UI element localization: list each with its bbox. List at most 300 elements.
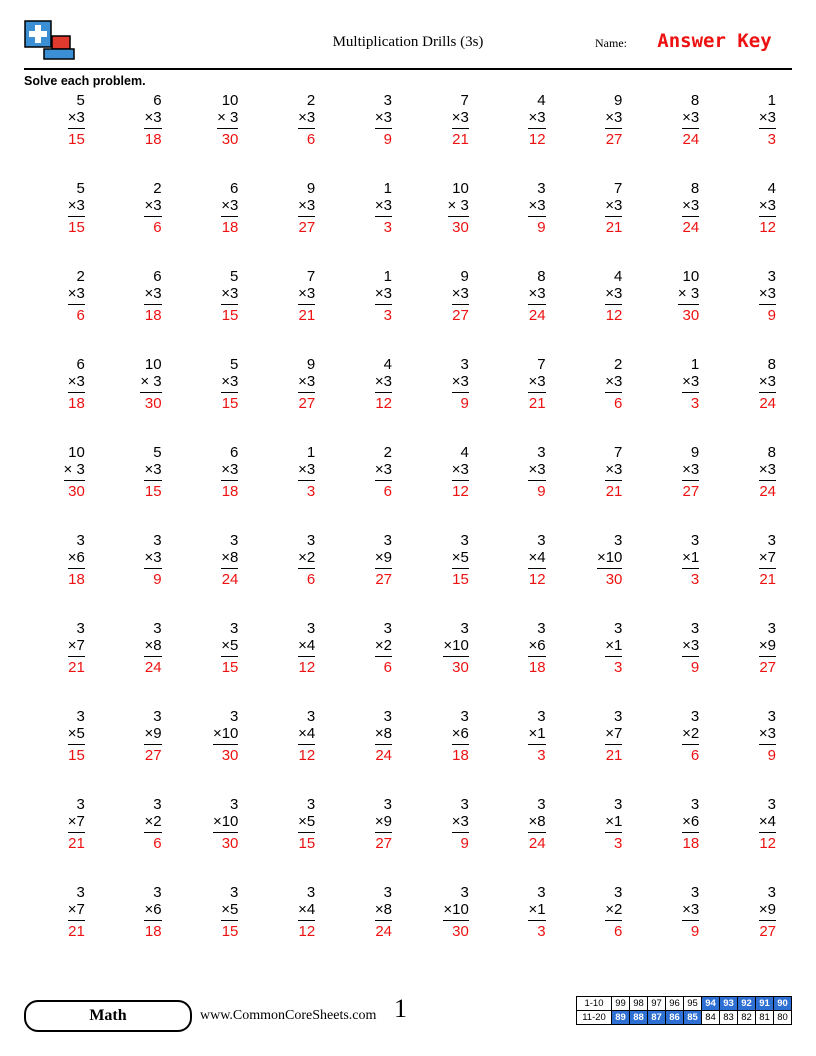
problem-answer: 21 [605, 483, 623, 500]
problem-answer: 9 [767, 307, 776, 324]
problem-operand-top: 3 [383, 884, 392, 901]
problem-operand-bottom: ×3 [682, 373, 699, 393]
problem-operand-top: 8 [690, 92, 700, 109]
problem-operand-top: 3 [76, 532, 85, 549]
problem-answer: 24 [375, 747, 392, 764]
problem-cell [408, 884, 485, 972]
problem-cell [101, 444, 178, 532]
problem-operand-top: 9 [306, 180, 316, 197]
problem-answer: 15 [298, 835, 316, 852]
problem-cell [408, 444, 485, 532]
problem-cell [24, 796, 101, 884]
problem-cell [331, 92, 408, 180]
problem-operand-bottom: ×7 [68, 813, 85, 833]
problem-answer: 9 [537, 219, 546, 236]
problem-cell [178, 620, 255, 708]
problem-cell [254, 796, 331, 884]
problem-answer: 24 [759, 395, 776, 412]
problem-answer: 30 [605, 571, 623, 588]
problem-operand-top: 6 [230, 180, 239, 197]
problem-operand-bottom: ×3 [452, 813, 469, 833]
problem-operand-top: 4 [614, 268, 623, 285]
problem-operand-bottom: ×5 [298, 813, 315, 833]
problem-answer: 27 [759, 923, 776, 940]
problem-cell [331, 620, 408, 708]
problem-answer: 15 [68, 131, 85, 148]
problem-operand-top: 3 [460, 884, 469, 901]
problem-operand-top: 3 [460, 356, 469, 373]
problem-cell [24, 92, 101, 180]
problem-answer: 21 [528, 395, 546, 412]
problem-answer: 18 [221, 219, 239, 236]
score-cell: 90 [774, 997, 792, 1011]
problem-cell [408, 708, 485, 796]
problem-cell [178, 796, 255, 884]
score-cell: 83 [720, 1011, 738, 1025]
problem-cell [485, 796, 562, 884]
problem-operand-top: 2 [153, 180, 162, 197]
problem-operand-top: 3 [76, 708, 85, 725]
score-cell: 87 [648, 1011, 666, 1025]
problem-operand-bottom: ×9 [759, 901, 776, 921]
problem-operand-bottom: ×6 [68, 549, 85, 569]
problem-answer: 27 [375, 571, 392, 588]
problem-operand-bottom: ×10 [597, 549, 622, 569]
problem-cell [638, 180, 715, 268]
problem-cell [178, 532, 255, 620]
problem-operand-bottom: ×3 [528, 197, 545, 217]
problem-cell [24, 444, 101, 532]
problem-cell [485, 180, 562, 268]
problem-operand-top: 3 [537, 620, 546, 637]
problem-cell [254, 180, 331, 268]
problem-operand-bottom: ×3 [375, 285, 392, 305]
problem-operand-bottom: ×8 [528, 813, 545, 833]
problem-cell [638, 92, 715, 180]
problem-cell [562, 796, 639, 884]
problem-operand-bottom: ×3 [605, 461, 622, 481]
problem-operand-top: 3 [76, 884, 85, 901]
problem-answer: 15 [221, 923, 239, 940]
problem-cell [331, 180, 408, 268]
problem-operand-top: 3 [690, 796, 700, 813]
problem-operand-top: 3 [383, 92, 392, 109]
problem-cell [562, 708, 639, 796]
problem-operand-top: 6 [153, 92, 162, 109]
problem-operand-top: 3 [230, 708, 239, 725]
score-range-label: 11-20 [577, 1011, 612, 1025]
problem-answer: 12 [759, 835, 776, 852]
problem-cell [178, 708, 255, 796]
problem-operand-top: 3 [76, 620, 85, 637]
problem-cell [254, 532, 331, 620]
problem-answer: 18 [682, 835, 700, 852]
problem-cell [562, 444, 639, 532]
problem-operand-top: 3 [690, 532, 700, 549]
problem-operand-top: 8 [767, 356, 776, 373]
problem-operand-top: 3 [614, 708, 623, 725]
problem-operand-top: 10 [68, 444, 85, 461]
problem-cell [101, 620, 178, 708]
problem-operand-bottom: ×3 [298, 285, 315, 305]
problem-cell [101, 532, 178, 620]
problem-answer: 15 [221, 307, 239, 324]
problem-answer: 9 [767, 747, 776, 764]
problem-operand-top: 3 [537, 884, 546, 901]
problem-cell [24, 356, 101, 444]
problem-answer: 27 [298, 219, 316, 236]
page-title: Multiplication Drills (3s) [332, 34, 484, 50]
problem-operand-top: 3 [230, 532, 239, 549]
problem-operand-top: 3 [383, 708, 392, 725]
problem-answer: 18 [221, 483, 239, 500]
problem-operand-top: 7 [614, 180, 623, 197]
problem-operand-bottom: ×1 [682, 549, 699, 569]
problem-operand-bottom: ×7 [759, 549, 776, 569]
problem-operand-top: 1 [767, 92, 776, 109]
problem-operand-bottom: ×1 [528, 725, 545, 745]
problem-operand-top: 6 [76, 356, 85, 373]
problem-operand-bottom: ×4 [298, 725, 315, 745]
subject-badge: Math [24, 1000, 192, 1032]
problem-cell [715, 620, 792, 708]
problem-operand-bottom: ×3 [452, 285, 469, 305]
score-cell: 98 [630, 997, 648, 1011]
problem-answer: 15 [68, 219, 85, 236]
problem-operand-top: 3 [153, 796, 162, 813]
problem-operand-top: 3 [690, 884, 700, 901]
problem-answer: 30 [452, 219, 469, 236]
problem-operand-top: 3 [614, 532, 623, 549]
problem-operand-bottom: ×8 [221, 549, 238, 569]
problem-operand-bottom: ×3 [759, 461, 776, 481]
problem-operand-bottom: ×3 [682, 461, 699, 481]
problem-answer: 21 [68, 659, 85, 676]
problem-answer: 9 [383, 131, 392, 148]
problem-operand-top: 3 [383, 532, 392, 549]
problem-cell [562, 620, 639, 708]
problem-answer: 12 [605, 307, 623, 324]
problem-answer: 9 [460, 835, 469, 852]
problem-operand-bottom: ×3 [68, 285, 85, 305]
problem-cell [331, 444, 408, 532]
problem-answer: 12 [298, 923, 316, 940]
problem-operand-top: 2 [76, 268, 85, 285]
problem-operand-top: 7 [306, 268, 316, 285]
problem-answer: 9 [537, 483, 546, 500]
problem-operand-top: 3 [306, 620, 316, 637]
problem-answer: 24 [221, 571, 239, 588]
problem-operand-top: 3 [230, 796, 239, 813]
problem-operand-bottom: ×3 [605, 109, 622, 129]
problem-operand-top: 6 [153, 268, 162, 285]
problem-operand-top: 4 [537, 92, 546, 109]
name-area [595, 30, 792, 52]
instructions-text: Solve each problem. [24, 74, 146, 88]
problem-answer: 18 [144, 131, 162, 148]
problem-answer: 3 [690, 571, 700, 588]
score-cell: 93 [720, 997, 738, 1011]
problem-operand-bottom: ×3 [682, 109, 699, 129]
problem-answer: 3 [306, 483, 316, 500]
score-cell: 85 [684, 1011, 702, 1025]
problem-answer: 21 [452, 131, 469, 148]
problem-operand-bottom: ×3 [759, 285, 776, 305]
problem-operand-bottom: ×6 [528, 637, 545, 657]
problem-operand-top: 3 [460, 532, 469, 549]
problem-answer: 12 [528, 571, 546, 588]
problem-answer: 6 [383, 659, 392, 676]
problem-cell [485, 532, 562, 620]
problem-operand-bottom: ×3 [375, 373, 392, 393]
problem-cell [178, 356, 255, 444]
problem-operand-top: 7 [460, 92, 469, 109]
problem-operand-top: 3 [537, 180, 546, 197]
score-cell: 99 [612, 997, 630, 1011]
problem-operand-bottom: ×10 [213, 725, 238, 745]
problem-cell [408, 532, 485, 620]
problem-operand-top: 3 [306, 796, 316, 813]
problem-operand-top: 1 [690, 356, 700, 373]
problem-answer: 9 [690, 659, 700, 676]
problem-operand-bottom: ×1 [605, 813, 622, 833]
problem-operand-bottom: ×3 [528, 461, 545, 481]
problem-operand-bottom: ×9 [759, 637, 776, 657]
problem-answer: 18 [68, 571, 85, 588]
problem-answer: 24 [682, 219, 700, 236]
website-url: www.CommonCoreSheets.com [200, 1008, 377, 1023]
problem-cell [562, 268, 639, 356]
problem-operand-bottom: ×4 [759, 813, 776, 833]
problem-operand-bottom: ×3 [682, 197, 699, 217]
problem-operand-bottom: ×9 [144, 725, 161, 745]
problem-operand-top: 4 [383, 356, 392, 373]
problem-answer: 21 [605, 219, 623, 236]
problem-answer: 3 [383, 219, 392, 236]
problem-answer: 3 [537, 923, 546, 940]
problem-operand-bottom: ×6 [144, 901, 161, 921]
problem-answer: 21 [759, 571, 776, 588]
problem-operand-bottom: ×3 [144, 285, 161, 305]
problem-cell [638, 532, 715, 620]
problem-answer: 18 [144, 923, 162, 940]
problem-operand-top: 3 [767, 884, 776, 901]
problem-operand-bottom: ×2 [375, 637, 392, 657]
problem-operand-top: 10 [221, 92, 239, 109]
problem-answer: 12 [298, 747, 316, 764]
problem-operand-bottom: ×3 [605, 197, 622, 217]
problem-cell [485, 444, 562, 532]
problem-cell [715, 796, 792, 884]
problem-operand-bottom: ×2 [298, 549, 315, 569]
problem-operand-bottom: ×3 [144, 197, 161, 217]
problem-operand-bottom: × 3 [64, 461, 85, 481]
problem-operand-bottom: ×3 [68, 197, 85, 217]
problem-operand-top: 1 [383, 268, 392, 285]
problem-cell [638, 708, 715, 796]
problem-answer: 30 [221, 835, 239, 852]
problem-operand-top: 3 [537, 532, 546, 549]
answer-key-stamp: Answer Key [657, 30, 772, 52]
problem-operand-top: 3 [614, 620, 623, 637]
problem-operand-top: 3 [690, 708, 700, 725]
problem-operand-bottom: ×2 [144, 813, 161, 833]
problem-operand-bottom: × 3 [448, 197, 469, 217]
problem-cell [638, 884, 715, 972]
problem-answer: 15 [68, 747, 85, 764]
problem-operand-bottom: ×3 [528, 285, 545, 305]
problem-answer: 15 [452, 571, 469, 588]
problem-answer: 3 [767, 131, 776, 148]
problem-operand-top: 10 [452, 180, 469, 197]
problem-operand-bottom: ×7 [68, 901, 85, 921]
problem-cell [178, 884, 255, 972]
problem-operand-top: 3 [230, 884, 239, 901]
problem-cell [24, 884, 101, 972]
problem-operand-bottom: ×3 [144, 461, 161, 481]
problem-operand-bottom: ×3 [298, 373, 315, 393]
problem-operand-top: 2 [614, 356, 623, 373]
problem-operand-bottom: ×3 [375, 197, 392, 217]
problem-operand-bottom: ×3 [221, 461, 238, 481]
problem-operand-bottom: ×3 [452, 109, 469, 129]
problem-operand-top: 3 [537, 796, 546, 813]
problem-cell [715, 532, 792, 620]
problem-operand-bottom: ×3 [144, 549, 161, 569]
problem-operand-top: 1 [383, 180, 392, 197]
problem-cell [331, 884, 408, 972]
problem-answer: 6 [306, 131, 316, 148]
problem-cell [24, 180, 101, 268]
problem-operand-bottom: ×3 [682, 901, 699, 921]
problem-operand-bottom: ×3 [759, 197, 776, 217]
score-cell: 81 [756, 1011, 774, 1025]
problem-answer: 30 [452, 923, 469, 940]
problem-cell [101, 884, 178, 972]
problem-operand-bottom: ×3 [528, 109, 545, 129]
score-cell: 92 [738, 997, 756, 1011]
problem-cell [254, 444, 331, 532]
problem-operand-bottom: ×4 [528, 549, 545, 569]
problem-cell [562, 92, 639, 180]
problem-answer: 18 [452, 747, 469, 764]
problem-cell [408, 356, 485, 444]
header-divider [24, 68, 792, 70]
problem-operand-top: 3 [767, 620, 776, 637]
problem-answer: 9 [153, 571, 162, 588]
problem-answer: 15 [221, 659, 239, 676]
problem-cell [562, 180, 639, 268]
problem-operand-top: 9 [306, 356, 316, 373]
problem-answer: 12 [375, 395, 392, 412]
problem-cell [638, 444, 715, 532]
problem-cell [715, 268, 792, 356]
problem-cell [485, 268, 562, 356]
problem-operand-top: 3 [460, 620, 469, 637]
problem-answer: 30 [68, 483, 85, 500]
score-cell: 97 [648, 997, 666, 1011]
problem-operand-top: 4 [767, 180, 776, 197]
problem-operand-top: 7 [537, 356, 546, 373]
problem-operand-bottom: ×3 [221, 285, 238, 305]
problem-operand-bottom: ×10 [213, 813, 238, 833]
problem-operand-top: 1 [306, 444, 316, 461]
problem-operand-bottom: ×3 [452, 461, 469, 481]
problem-cell [24, 708, 101, 796]
problem-cell [715, 92, 792, 180]
problem-operand-bottom: ×2 [605, 901, 622, 921]
problem-answer: 6 [76, 307, 85, 324]
problem-cell [101, 180, 178, 268]
problem-operand-bottom: ×5 [221, 637, 238, 657]
problem-operand-bottom: ×2 [682, 725, 699, 745]
problem-answer: 3 [614, 659, 623, 676]
problem-answer: 6 [614, 923, 623, 940]
problem-cell [408, 180, 485, 268]
problem-operand-top: 5 [153, 444, 162, 461]
problem-operand-top: 9 [614, 92, 623, 109]
problem-answer: 27 [375, 835, 392, 852]
problem-operand-top: 3 [460, 796, 469, 813]
problem-cell [331, 356, 408, 444]
problem-operand-top: 10 [682, 268, 700, 285]
problem-answer: 27 [682, 483, 700, 500]
problem-cell [638, 796, 715, 884]
problem-operand-bottom: ×3 [759, 725, 776, 745]
problem-cell [715, 444, 792, 532]
problem-cell [24, 532, 101, 620]
problem-operand-top: 7 [614, 444, 623, 461]
problem-answer: 30 [144, 395, 162, 412]
problem-operand-bottom: ×3 [298, 197, 315, 217]
problem-operand-top: 5 [76, 92, 85, 109]
problem-operand-bottom: ×3 [298, 461, 315, 481]
score-cell: 84 [702, 1011, 720, 1025]
problem-operand-bottom: ×8 [375, 901, 392, 921]
problem-operand-top: 10 [144, 356, 162, 373]
problem-cell [408, 92, 485, 180]
problem-operand-top: 8 [767, 444, 776, 461]
problem-cell [331, 708, 408, 796]
problem-operand-bottom: ×1 [605, 637, 622, 657]
problem-cell [638, 268, 715, 356]
problem-answer: 3 [690, 395, 700, 412]
problem-answer: 3 [614, 835, 623, 852]
problem-operand-top: 5 [76, 180, 85, 197]
score-cell: 89 [612, 1011, 630, 1025]
problem-operand-top: 8 [537, 268, 546, 285]
problem-answer: 3 [383, 307, 392, 324]
problem-cell [178, 180, 255, 268]
name-label: Name: [595, 36, 627, 50]
problem-operand-bottom: ×3 [605, 373, 622, 393]
problem-operand-top: 8 [690, 180, 700, 197]
problem-operand-bottom: ×3 [605, 285, 622, 305]
score-cell: 96 [666, 997, 684, 1011]
problem-operand-bottom: ×9 [375, 813, 392, 833]
score-cell: 80 [774, 1011, 792, 1025]
problem-operand-top: 3 [690, 620, 700, 637]
problem-operand-bottom: ×5 [452, 549, 469, 569]
problem-operand-top: 3 [383, 620, 392, 637]
score-cell: 88 [630, 1011, 648, 1025]
problem-operand-bottom: ×3 [298, 109, 315, 129]
problem-operand-top: 5 [230, 268, 239, 285]
problem-operand-bottom: ×3 [759, 109, 776, 129]
problem-operand-top: 3 [383, 796, 392, 813]
problem-cell [254, 92, 331, 180]
problem-operand-bottom: × 3 [140, 373, 161, 393]
